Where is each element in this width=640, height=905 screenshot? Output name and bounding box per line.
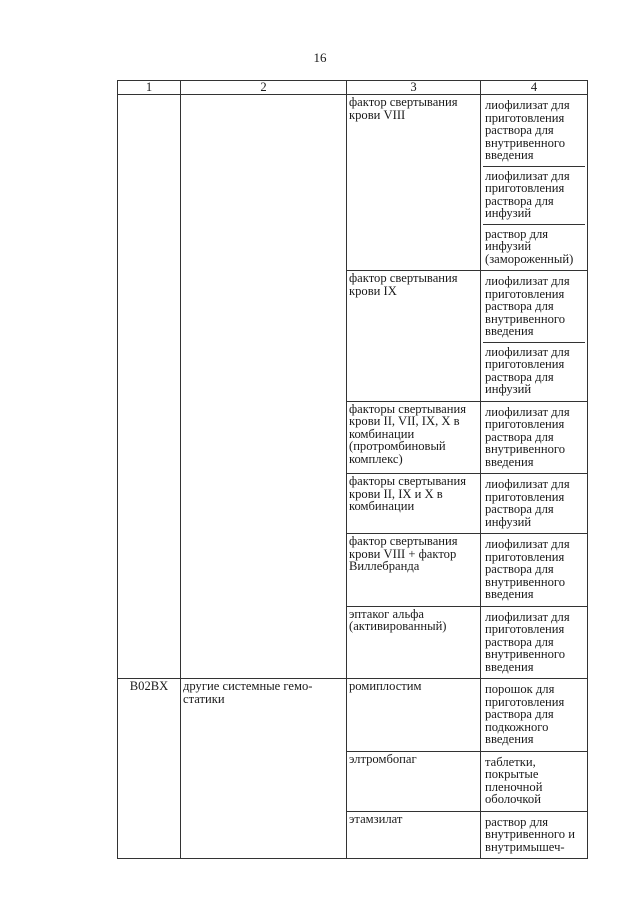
table-row <box>118 679 588 752</box>
drug-name: факторы свертывания крови II, VII, IX, X в комбинации (протромбиновый комплекс) <box>347 401 481 474</box>
group-cell: другие системные гемо-статики <box>181 679 347 859</box>
dosage-form: лиофилизат для приготовления раствора для внутривенного введения <box>483 96 585 167</box>
header-row <box>118 81 588 95</box>
drug-name: этамзилат <box>347 811 481 859</box>
dosage-form: лиофилизат для приготовления раствора для внутривенного введения <box>485 404 570 469</box>
dosage-forms <box>481 534 588 607</box>
dosage-form: таблетки, покрытые пленочной оболочкой <box>485 754 543 806</box>
drug-name: фактор свертывания крови VIII + фактор Виллебранда <box>347 534 481 607</box>
dosage-form: лиофилизат для приготовления раствора для внутривенного введения <box>485 609 570 674</box>
page-number: 16 <box>313 50 327 65</box>
dosage-forms <box>481 751 588 811</box>
dosage-forms <box>481 474 588 534</box>
drug-name: фактор свертывания крови VIII <box>347 95 481 271</box>
header-col-4: 4 <box>481 81 588 95</box>
dosage-forms <box>481 811 588 859</box>
drug-name: ромиплостим <box>347 679 481 752</box>
group-cell <box>181 95 347 679</box>
drug-name: фактор свертывания крови IX <box>347 271 481 402</box>
code-cell: B02BX <box>118 679 181 859</box>
drug-name: эптаког альфа (активированный) <box>347 606 481 679</box>
code-cell <box>118 95 181 679</box>
dosage-forms <box>481 606 588 679</box>
dosage-form: лиофилизат для приготовления раствора для инфузий <box>483 167 585 225</box>
drug-table <box>117 80 588 859</box>
dosage-form: лиофилизат для приготовления раствора для инфузий <box>485 477 570 529</box>
dosage-form: лиофилизат для приготовления раствора для инфузий <box>485 344 570 396</box>
header-col-3: 3 <box>347 81 481 95</box>
dosage-form: лиофилизат для приготовления раствора для внутривенного введения <box>485 537 570 601</box>
header-col-2: 2 <box>181 81 347 95</box>
header-col-1: 1 <box>118 81 181 95</box>
dosage-form: раствор для внутривенного и внутримышеч- <box>485 814 575 854</box>
dosage-form: раствор для инфузий (замороженный) <box>485 226 574 266</box>
dosage-form: порошок для приготовления раствора для подкожного введения <box>485 682 565 746</box>
dosage-forms <box>481 95 588 271</box>
dosage-form: лиофилизат для приготовления раствора для внутривенного введения <box>483 272 585 343</box>
dosage-forms <box>481 679 588 752</box>
table-row <box>118 95 588 271</box>
dosage-forms <box>481 271 588 402</box>
drug-name: элтромбопаг <box>347 751 481 811</box>
drug-name: факторы свертывания крови II, IX и X в комбинации <box>347 474 481 534</box>
dosage-forms <box>481 401 588 474</box>
